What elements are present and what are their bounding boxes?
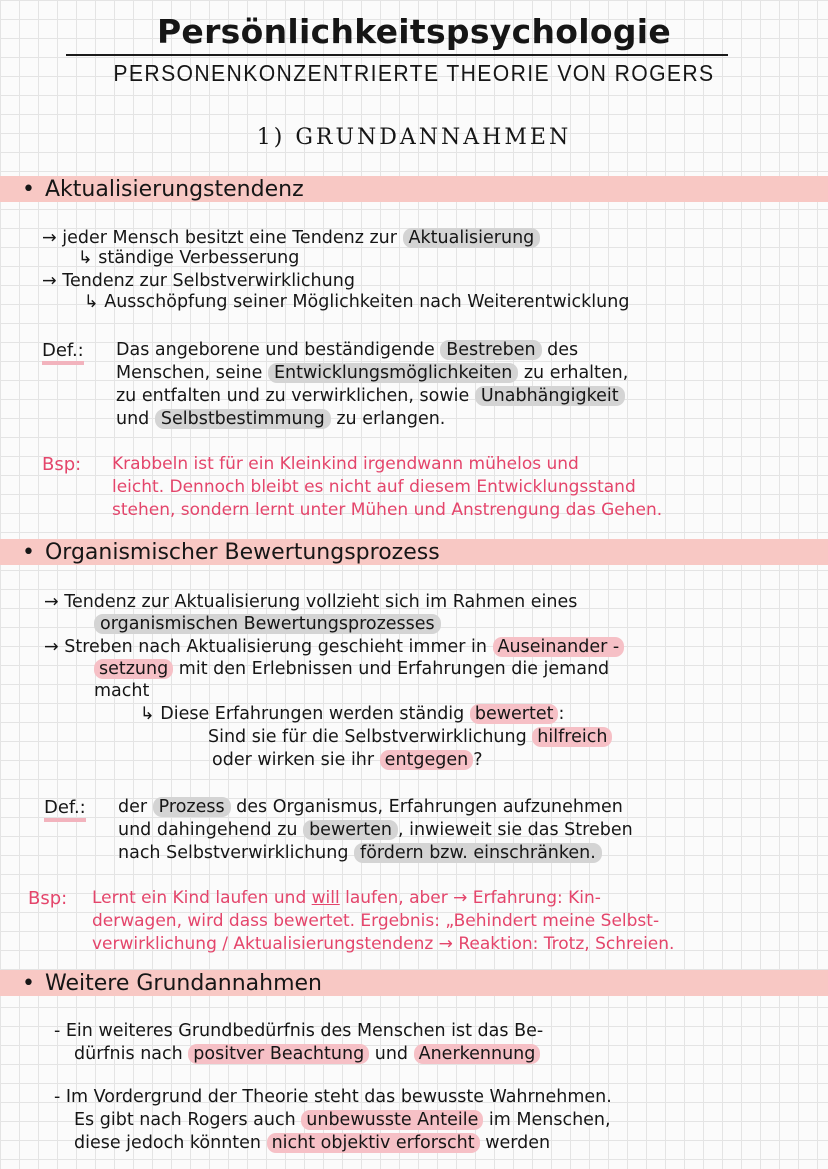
bsp-label: Bsp: [28, 888, 68, 909]
bullet-cont-line: macht [94, 681, 150, 701]
def-line: der Prozess des Organismus, Erfahrungen aufzunehmen [118, 797, 623, 817]
def-line: nach Selbstverwirklichung fördern bzw. einschränken. [118, 843, 602, 863]
def-line: zu entfalten und zu verwirklichen, sowie Unabhängigkeit [116, 386, 625, 406]
bsp-line: Lernt ein Kind laufen und will laufen, aber → Erfahrung: Kin- [92, 888, 601, 908]
paragraph-line: - Im Vordergrund der Theorie steht das bewusste Wahrnehmen. [54, 1087, 612, 1107]
bullet-sub-line: ↳ Ausschöpfung seiner Möglichkeiten nach Weiterentwicklung [84, 292, 630, 312]
page-title: Persönlichkeitspsychologie [156, 12, 672, 51]
bullet-sub-line: Sind sie für die Selbstverwirklichung hilfreich [208, 727, 612, 747]
bullet-line: → jeder Mensch besitzt eine Tendenz zur Aktualisierung [42, 228, 540, 248]
def-line: Das angeborene und beständigende Bestreben des [116, 340, 579, 360]
paragraph-line: diese jedoch könnten nicht objektiv erforscht werden [74, 1133, 551, 1153]
def-label: Def.: [44, 797, 86, 818]
bullet-cont-line: setzung mit den Erlebnissen und Erfahrungen die jemand [94, 659, 609, 679]
bullet-sub-line: ↳ Diese Erfahrungen werden ständig bewertet : [140, 704, 565, 724]
def-line: und dahingehend zu bewerten , inwieweit sie das Streben [118, 820, 633, 840]
def-line: Menschen, seine Entwicklungsmöglichkeiten zu erhalten, [116, 363, 629, 383]
bullet-dot: • [22, 971, 35, 996]
heading-organismischer-bewertungsprozess: • Organismischer Bewertungsprozess [22, 540, 440, 565]
bullet-line: → Tendenz zur Selbstverwirklichung [42, 271, 355, 291]
bullet-sub-line: oder wirken sie ihr entgegen ? [212, 750, 483, 770]
bsp-line: Krabbeln ist für ein Kleinkind irgendwann mühelos und [112, 454, 579, 474]
paragraph-line: dürfnis nach positver Beachtung und Anerkennung [74, 1044, 540, 1064]
bullet-line: → Tendenz zur Aktualisierung vollzieht sich im Rahmen eines [44, 592, 578, 612]
heading-weitere-grundannahmen: • Weitere Grundannahmen [22, 971, 322, 996]
bsp-label: Bsp: [42, 454, 82, 475]
bullet-sub-line: ↳ ständige Verbesserung [78, 248, 300, 268]
bullet-cont-line: organismischen Bewertungsprozesses [94, 614, 441, 634]
heading-aktualisierungstendenz: • Aktualisierungstendenz [22, 177, 304, 202]
bsp-line: leicht. Dennoch bleibt es nicht auf diesem Entwicklungsstand [112, 477, 636, 497]
paragraph-line: - Ein weiteres Grundbedürfnis des Menschen ist das Be- [54, 1021, 544, 1041]
page-subtitle: PERSONENKONZENTRIERTE THEORIE VON ROGERS [113, 60, 715, 86]
bsp-line: stehen, sondern lernt unter Mühen und Anstrengung das Gehen. [112, 500, 663, 520]
title-underline [66, 54, 728, 56]
paragraph-line: Es gibt nach Rogers auch unbewusste Anteile im Menschen, [74, 1110, 611, 1130]
def-label: Def.: [42, 340, 84, 361]
bullet-line: → Streben nach Aktualisierung geschieht immer in Auseinander - [44, 637, 624, 657]
bsp-line: verwirklichung / Aktualisierungstendenz → Reaktion: Trotz, Schreien. [92, 934, 675, 954]
bullet-dot: • [22, 177, 35, 202]
def-line: und Selbstbestimmung zu erlangen. [116, 409, 446, 429]
bsp-line: derwagen, wird dass bewertet. Ergebnis: „Behindert meine Selbst- [92, 911, 660, 931]
bullet-dot: • [22, 540, 35, 565]
section-heading: 1) GRUNDANNAHMEN [256, 125, 572, 150]
